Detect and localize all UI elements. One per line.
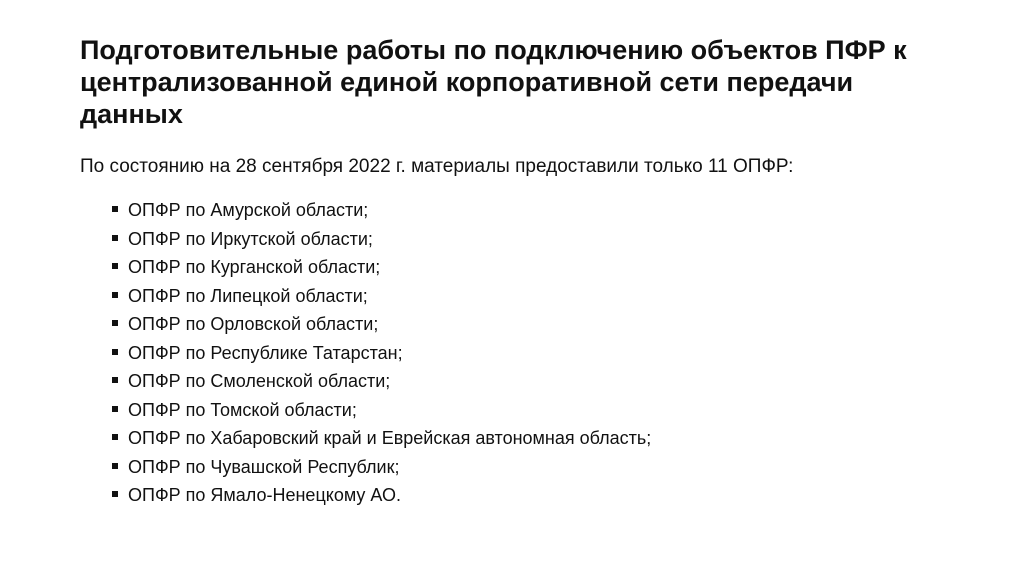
list-item-text: ОПФР по Чувашской Республик; (128, 456, 400, 477)
list-item-text: ОПФР по Томской области; (128, 399, 357, 420)
square-bullet-icon (112, 263, 118, 269)
square-bullet-icon (112, 349, 118, 355)
list-item (112, 453, 651, 482)
list-item (112, 310, 651, 339)
square-bullet-icon (112, 491, 118, 497)
square-bullet-icon (112, 292, 118, 298)
ofpr-list (112, 196, 651, 510)
list-item-text: ОПФР по Республике Татарстан; (128, 342, 403, 363)
list-item (112, 424, 651, 453)
square-bullet-icon (112, 463, 118, 469)
list-item-text: ОПФР по Ямало-Ненецкому АО. (128, 485, 402, 505)
list-item (112, 253, 651, 282)
list-item-text: ОПФР по Амурской области; (128, 200, 369, 220)
list-item-text: ОПФР по Липецкой области; (128, 285, 368, 306)
square-bullet-icon (112, 377, 118, 383)
list-item (112, 481, 651, 510)
square-bullet-icon (112, 406, 118, 412)
list-item-text: ОПФР по Курганской области; (128, 257, 381, 277)
list-item (112, 396, 651, 425)
list-item (112, 225, 651, 254)
slide-title: Подготовительные работы по подключению объектов ПФР к централизованной единой корпоративной сети передачи данных (80, 35, 907, 129)
list-item-text: ОПФР по Орловской области; (128, 314, 379, 334)
square-bullet-icon (112, 235, 118, 241)
intro-text: По состоянию на 28 сентября 2022 г. материалы предоставили только 11 ОПФР: (80, 156, 794, 177)
square-bullet-icon (112, 434, 118, 440)
square-bullet-icon (112, 320, 118, 326)
list-item (112, 196, 651, 225)
list-item-text: ОПФР по Иркутской области; (128, 228, 373, 249)
square-bullet-icon (112, 206, 118, 212)
list-item (112, 367, 651, 396)
list-item-text: ОПФР по Хабаровский край и Еврейская автономная область; (128, 428, 652, 448)
list-item-text: ОПФР по Смоленской области; (128, 371, 391, 391)
list-item (112, 339, 651, 368)
list-item (112, 282, 651, 311)
